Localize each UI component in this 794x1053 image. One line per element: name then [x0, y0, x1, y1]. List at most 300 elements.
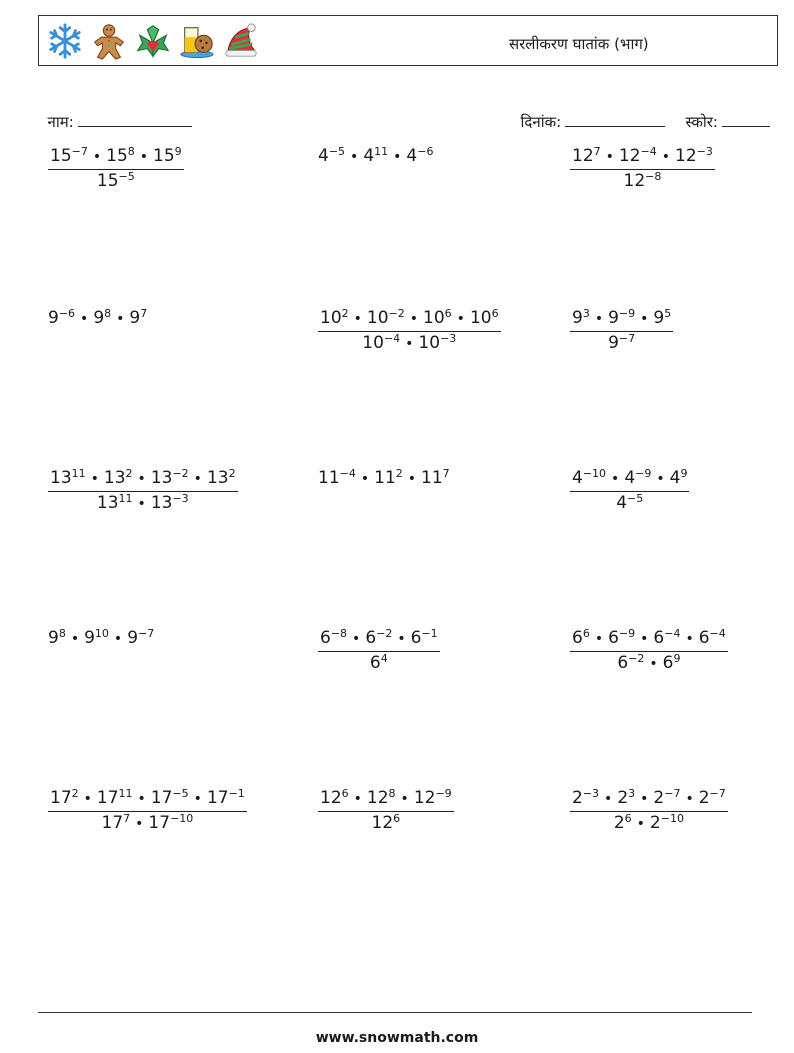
base: 2: [649, 813, 661, 833]
base: 12: [623, 171, 646, 191]
base: 4: [572, 468, 583, 488]
exponent: 2: [341, 306, 349, 320]
power-term: [572, 628, 590, 648]
base: 15: [106, 146, 128, 166]
fraction: [318, 626, 440, 673]
numerator: [570, 786, 728, 812]
exponent: −3: [440, 331, 457, 345]
multiply-dot: •: [685, 791, 694, 807]
power-term: [84, 628, 109, 648]
multiply-dot: •: [611, 471, 620, 487]
power-term: [362, 333, 400, 353]
exponent: 5: [664, 306, 672, 320]
power-term: [670, 468, 688, 488]
exponent: −7: [138, 626, 155, 640]
santa-hat-icon: [222, 22, 260, 60]
name-blank[interactable]: [78, 112, 192, 127]
power-term: [127, 628, 154, 648]
exponent: −6: [58, 306, 76, 320]
base: 6: [365, 628, 377, 648]
exponent: −10: [582, 466, 607, 480]
denominator: [48, 170, 184, 190]
power-term: [699, 628, 726, 648]
problem-15: [570, 786, 728, 833]
base: 2: [617, 788, 629, 808]
exponent: −1: [228, 786, 245, 800]
base: 10: [418, 333, 441, 353]
problem-13: [48, 786, 247, 833]
exponent: −10: [660, 811, 684, 825]
multiply-dot: •: [137, 471, 146, 487]
numerator: [570, 466, 689, 492]
exponent: 9: [174, 144, 182, 158]
base: 9: [48, 308, 59, 328]
base: 4: [406, 146, 418, 166]
base: 13: [206, 468, 229, 488]
base: 15: [153, 146, 175, 166]
problem-4: [48, 306, 148, 328]
multiply-dot: •: [661, 149, 671, 165]
denominator: [570, 170, 715, 190]
multiply-dot: •: [137, 791, 146, 807]
exponent: 7: [442, 466, 450, 480]
exponent: 11: [374, 144, 389, 158]
numerator: [570, 144, 715, 170]
base: 12: [413, 788, 436, 808]
multiply-dot: •: [405, 336, 414, 352]
snowflake-icon: [46, 22, 84, 60]
power-term: [421, 468, 450, 488]
power-term: [148, 813, 193, 833]
exponent: −3: [696, 144, 713, 158]
exponent: 2: [71, 786, 79, 800]
base: 9: [48, 628, 59, 648]
score-field: [676, 94, 770, 132]
power-term: [104, 468, 133, 488]
power-term: [207, 468, 236, 488]
power-term: [97, 171, 135, 191]
multiply-dot: •: [139, 149, 149, 165]
base: 10: [469, 308, 492, 328]
date-blank[interactable]: [565, 112, 665, 127]
power-term: [318, 468, 356, 488]
fraction: [48, 144, 184, 191]
exponent: 9: [680, 466, 688, 480]
exponent: −3: [172, 491, 189, 505]
problem-12: [570, 626, 728, 673]
denominator: [570, 652, 728, 672]
exponent: −1: [421, 626, 438, 640]
power-term: [318, 146, 345, 166]
exponent: 2: [395, 466, 403, 480]
exponent: 7: [123, 811, 131, 825]
power-term: [617, 653, 644, 673]
base: 12: [572, 146, 594, 166]
power-term: [320, 628, 347, 648]
exponent: −8: [330, 626, 348, 640]
base: 9: [653, 308, 665, 328]
power-term: [423, 308, 452, 328]
power-term: [151, 493, 189, 513]
exponent: −9: [435, 786, 452, 800]
power-term: [372, 813, 401, 833]
base: 10: [320, 308, 342, 328]
power-term: [50, 788, 79, 808]
denominator: [318, 812, 454, 832]
problem-3: [570, 144, 715, 191]
fraction: [570, 144, 715, 191]
power-term: [411, 628, 438, 648]
base: 12: [320, 788, 342, 808]
denominator: [318, 332, 501, 352]
power-term: [129, 308, 147, 328]
base: 9: [572, 308, 583, 328]
base: 17: [150, 788, 173, 808]
fraction: [570, 626, 728, 673]
base: 12: [371, 813, 394, 833]
exponent: −9: [618, 306, 636, 320]
exponent: −4: [383, 331, 401, 345]
multiply-dot: •: [400, 791, 409, 807]
problem-11: [318, 626, 440, 673]
power-term: [370, 653, 388, 673]
problem-10: [48, 626, 155, 648]
exponent: −9: [635, 466, 652, 480]
exponent: −2: [388, 306, 405, 320]
base: 11: [374, 468, 396, 488]
exponent: −5: [627, 491, 644, 505]
power-term: [608, 308, 635, 328]
base: 13: [50, 468, 72, 488]
exponent: 3: [582, 306, 590, 320]
exponent: 2: [228, 466, 236, 480]
footer-divider: [38, 1012, 752, 1013]
base: 2: [572, 788, 583, 808]
multiply-dot: •: [113, 631, 123, 647]
exponent: −7: [709, 786, 726, 800]
base: 6: [369, 653, 381, 673]
exponent: 6: [393, 811, 401, 825]
exponent: 6: [582, 626, 590, 640]
fraction: [318, 306, 501, 353]
date-field: [511, 94, 665, 132]
power-term: [93, 308, 111, 328]
power-term: [653, 628, 680, 648]
header-icons: [46, 22, 260, 60]
problem-7: [48, 466, 238, 513]
fraction: [318, 786, 454, 833]
multiply-dot: •: [656, 471, 665, 487]
base: 10: [362, 333, 384, 353]
problem-9: [570, 466, 689, 513]
base: 6: [320, 628, 331, 648]
exponent: 8: [388, 786, 396, 800]
name-field: [38, 94, 192, 132]
base: 11: [421, 468, 443, 488]
power-term: [470, 308, 499, 328]
problem-14: [318, 786, 454, 833]
power-term: [608, 333, 635, 353]
exponent: −5: [172, 786, 189, 800]
power-term: [653, 788, 680, 808]
power-term: [151, 468, 189, 488]
multiply-dot: •: [70, 631, 80, 647]
fraction: [48, 786, 247, 833]
fraction: [570, 466, 689, 513]
multiply-dot: •: [353, 311, 362, 327]
exponent: 8: [104, 306, 112, 320]
base: 4: [363, 146, 375, 166]
worksheet-title: सरलीकरण घातांक (भाग): [509, 35, 649, 53]
problem-5: [318, 306, 501, 353]
exponent: 7: [593, 144, 601, 158]
base: 6: [653, 628, 665, 648]
denominator: [570, 492, 689, 512]
fraction: [570, 786, 728, 833]
base: 4: [616, 493, 628, 513]
exponent: −2: [628, 651, 645, 665]
base: 9: [127, 628, 139, 648]
exponent: 3: [628, 786, 636, 800]
multiply-dot: •: [353, 791, 362, 807]
power-term: [50, 146, 88, 166]
power-term: [374, 468, 403, 488]
numerator: [318, 786, 454, 812]
numerator: [318, 306, 501, 332]
date-label: दिनांक:: [520, 113, 562, 131]
exponent: 11: [118, 786, 133, 800]
power-term: [151, 788, 189, 808]
base: 6: [698, 628, 710, 648]
problem-2: [318, 144, 434, 166]
exponent: −7: [618, 331, 636, 345]
exponent: 11: [71, 466, 86, 480]
base: 6: [572, 628, 583, 648]
denominator: [48, 812, 247, 832]
denominator: [570, 812, 728, 832]
multiply-dot: •: [92, 149, 102, 165]
base: 2: [653, 788, 665, 808]
base: 9: [93, 308, 105, 328]
power-term: [363, 146, 388, 166]
base: 4: [624, 468, 636, 488]
power-term: [624, 468, 651, 488]
exponent: 6: [444, 306, 452, 320]
numerator: [48, 466, 238, 492]
multiply-dot: •: [90, 471, 99, 487]
multiply-dot: •: [456, 311, 465, 327]
power-term: [102, 813, 131, 833]
multiply-dot: •: [135, 816, 144, 832]
power-term: [624, 171, 662, 191]
base: 17: [206, 788, 229, 808]
exponent: −4: [664, 626, 681, 640]
base: 17: [101, 813, 124, 833]
exponent: 6: [341, 786, 349, 800]
power-term: [320, 788, 349, 808]
numerator: [48, 144, 184, 170]
power-term: [663, 653, 681, 673]
power-term: [699, 788, 726, 808]
multiply-dot: •: [636, 816, 645, 832]
exponent: −4: [709, 626, 726, 640]
power-term: [572, 788, 599, 808]
power-term: [572, 468, 606, 488]
power-term: [675, 146, 713, 166]
base: 9: [608, 308, 619, 328]
base: 13: [96, 493, 119, 513]
numerator: [570, 626, 728, 652]
power-term: [106, 146, 135, 166]
exponent: −4: [640, 144, 657, 158]
power-term: [614, 813, 632, 833]
multiply-dot: •: [80, 311, 89, 327]
exponent: −6: [417, 144, 434, 158]
score-blank[interactable]: [722, 112, 770, 127]
score-label: स्कोर:: [685, 113, 718, 131]
fraction: [570, 306, 673, 353]
power-term: [367, 308, 405, 328]
exponent: −7: [71, 144, 88, 158]
multiply-dot: •: [193, 471, 202, 487]
multiply-dot: •: [393, 149, 402, 165]
power-term: [153, 146, 182, 166]
exponent: 4: [380, 651, 388, 665]
numerator: [570, 306, 673, 332]
holly-icon: [134, 22, 172, 60]
multiply-dot: •: [649, 656, 658, 672]
numerator: [318, 626, 440, 652]
power-term: [365, 628, 392, 648]
denominator: [48, 492, 238, 512]
base: 10: [366, 308, 389, 328]
base: 12: [366, 788, 389, 808]
numerator: [48, 786, 247, 812]
base: 15: [50, 146, 72, 166]
base: 10: [423, 308, 445, 328]
multiply-dot: •: [116, 311, 125, 327]
base: 11: [318, 468, 340, 488]
multiply-dot: •: [360, 471, 370, 487]
exponent: 6: [491, 306, 499, 320]
denominator: [570, 332, 673, 352]
multiply-dot: •: [594, 311, 604, 327]
power-term: [207, 788, 245, 808]
power-term: [572, 308, 590, 328]
base: 12: [618, 146, 641, 166]
multiply-dot: •: [397, 631, 406, 647]
power-term: [619, 146, 657, 166]
footer-url: www.snowmath.com: [315, 1030, 479, 1046]
multiply-dot: •: [193, 791, 202, 807]
multiply-dot: •: [604, 791, 613, 807]
exponent: 7: [140, 306, 148, 320]
base: 6: [608, 628, 619, 648]
exponent: −2: [172, 466, 189, 480]
multiply-dot: •: [409, 311, 419, 327]
power-term: [617, 788, 635, 808]
exponent: −5: [118, 169, 135, 183]
base: 9: [84, 628, 95, 648]
multiply-dot: •: [83, 791, 92, 807]
base: 6: [410, 628, 422, 648]
problem-1: [48, 144, 184, 191]
power-term: [320, 308, 349, 328]
power-term: [406, 146, 433, 166]
base: 6: [617, 653, 629, 673]
multiply-dot: •: [350, 149, 359, 165]
power-term: [616, 493, 643, 513]
power-term: [367, 788, 396, 808]
problem-8: [318, 466, 450, 488]
exponent: 8: [127, 144, 135, 158]
multiply-dot: •: [640, 631, 649, 647]
base: 6: [662, 653, 674, 673]
exponent: −10: [170, 811, 194, 825]
base: 17: [96, 788, 119, 808]
exponent: −2: [376, 626, 393, 640]
base: 17: [50, 788, 72, 808]
multiply-dot: •: [352, 631, 361, 647]
multiply-dot: •: [640, 791, 649, 807]
milk-and-cookie-icon: [178, 22, 216, 60]
exponent: 9: [673, 651, 681, 665]
fraction: [48, 466, 238, 513]
power-term: [650, 813, 684, 833]
base: 13: [150, 468, 173, 488]
worksheet-header: [38, 15, 778, 66]
multiply-dot: •: [407, 471, 417, 487]
power-term: [572, 146, 601, 166]
power-term: [414, 788, 452, 808]
denominator: [318, 652, 440, 672]
exponent: 10: [94, 626, 109, 640]
exponent: 11: [118, 491, 133, 505]
base: 9: [608, 333, 619, 353]
power-term: [97, 493, 133, 513]
power-term: [48, 628, 66, 648]
multiply-dot: •: [137, 496, 146, 512]
multiply-dot: •: [685, 631, 694, 647]
power-term: [608, 628, 635, 648]
base: 12: [675, 146, 697, 166]
exponent: 6: [624, 811, 632, 825]
exponent: −5: [328, 144, 346, 158]
exponent: −7: [664, 786, 681, 800]
exponent: −9: [618, 626, 636, 640]
multiply-dot: •: [640, 311, 649, 327]
exponent: −4: [339, 466, 356, 480]
base: 4: [318, 146, 329, 166]
gingerbread-man-icon: [90, 22, 128, 60]
power-term: [418, 333, 456, 353]
exponent: 2: [125, 466, 133, 480]
base: 4: [669, 468, 681, 488]
exponent: 8: [58, 626, 66, 640]
power-term: [653, 308, 671, 328]
exponent: −3: [582, 786, 600, 800]
power-term: [48, 308, 75, 328]
exponent: −8: [645, 169, 662, 183]
power-term: [50, 468, 86, 488]
name-label: नाम:: [47, 113, 74, 131]
power-term: [97, 788, 133, 808]
problem-6: [570, 306, 673, 353]
base: 17: [148, 813, 171, 833]
base: 13: [103, 468, 126, 488]
multiply-dot: •: [605, 149, 614, 165]
base: 2: [698, 788, 710, 808]
